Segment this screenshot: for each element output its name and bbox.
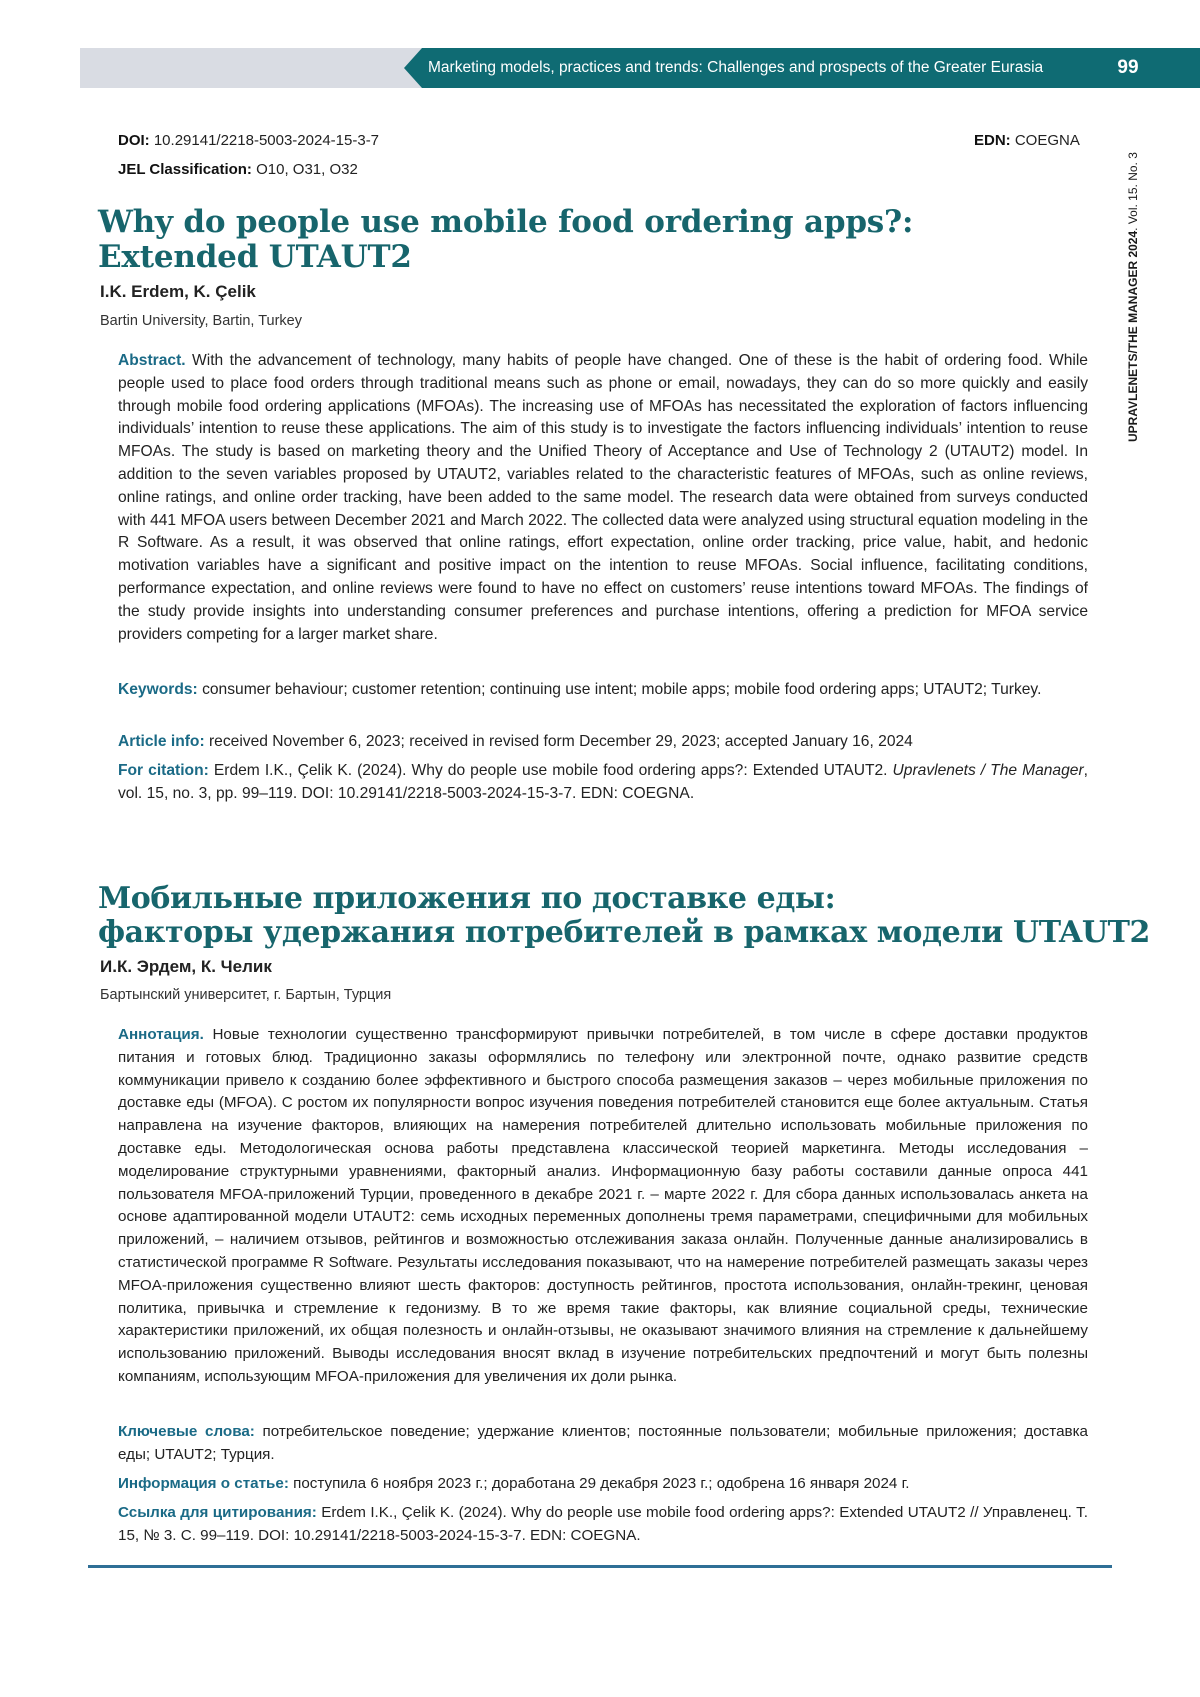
title-ru-line1: Мобильные приложения по доставке еды: <box>98 881 835 916</box>
abstract-en-text: With the advancement of technology, many habits of people have changed. One of these is the habit of ordering food. While people used to place food orders through traditional means such as phone or email, nowadays, they can do so more quickly and easily through mobile food ordering applications (MFOAs). The increasing use of MFOAs has necessitated the exploration of factors influencing individuals’ intention to reuse these applications. The aim of this study is to investigate the factors influencing individuals’ intention to reuse MFOAs. The study is based on marketing theory and the Unified Theory of Acceptance and Use of Technology 2 (UTAUT2) model. In addition to the seven variables proposed by UTAUT2, variables related to the characteristic features of MFOAs, such as online reviews, online ratings, and online order tracking, have been added to the same model. The research data were obtained from surveys conducted with 441 MFOA users between December 2021 and March 2022. The collected data were analyzed using structural equation modeling in the R Software. As a result, it was observed that online ratings, effort expectation, online order tracking, price value, habit, and hedonic motivation variables have a significant and positive impact on the intention to reuse MFOAs. Social influence, facilitating conditions, performance expectation, and online reviews were found to have no effect on customers’ reuse intentions toward MFOAs. The findings of the study provide insights into understanding consumer preferences and purchase intentions, offering a prediction for MFOA service providers competing for a larger market share. <box>118 352 1088 643</box>
citation-en-journal: Upravlenets / The Manager <box>893 762 1084 779</box>
article-info-en <box>118 731 1088 754</box>
citation-ru <box>118 1502 1088 1548</box>
keywords-ru <box>118 1421 1088 1467</box>
keywords-ru-label: Ключевые слова: <box>118 1423 255 1440</box>
title-en-line1: Why do people use mobile food ordering apps?: <box>98 204 913 240</box>
abstract-ru-label: Аннотация. <box>118 1026 204 1043</box>
article-info-ru <box>118 1473 1088 1496</box>
affiliation-en: Bartin University, Bartin, Turkey <box>100 313 302 329</box>
doi-line <box>118 132 379 149</box>
article-info-ru-label: Информация о статье: <box>118 1475 289 1492</box>
title-en-line2: Extended UTAUT2 <box>98 239 412 275</box>
title-ru-line2: факторы удержания потребителей в рамках модели UTAUT2 <box>98 915 1150 950</box>
citation-en-pre: Erdem I.K., Çelik K. (2024). Why do people use mobile food ordering apps?: Extended UTAUT2. <box>214 762 888 779</box>
keywords-en-label: Keywords: <box>118 681 198 698</box>
abstract-ru-text: Новые технологии существенно трансформируют привычки потребителей, в том числе в сфере доставки продуктов питания и готовых блюд. Традиционно заказы оформлялись по телефону или электронной почте, однако развитие средств коммуникации привело к созданию более эффективного и быстрого способа размещения заказов – через мобильные приложения по доставке еды (MFOA). С ростом их популярности вопрос изучения поведения потребителей становится еще более актуальным. Статья направлена на изучение факторов, влияющих на намерения потребителей длительно использовать мобильные приложения по доставке еды. Методологическая основа работы представлена классической теорией маркетинга. Методы исследования – моделирование структурными уравнениями, факторный анализ. Информационную базу работы составили данные опроса 441 пользователя MFOA-приложений Турции, проведенного в декабре 2021 г. – марте 2022 г. Для сбора данных использовалась анкета на основе адаптированной модели UTAUT2: семь исходных переменных дополнены тремя параметрами, специфичными для мобильных приложений, – наличием отзывов, рейтингов и возможностью отслеживания заказа онлайн. Полученные данные анализировались в статистической программе R Software. Результаты исследования показывают, что на намерение потребителей размещать заказы через MFOA-приложения существенно влияют шесть факторов: доступность рейтингов, простота использования, онлайн-трекинг, ценовая политика, привычка и стремление к гедонизму. В то же время такие факторы, как влияние социальной среды, технические характеристики приложений, их общая полезность и онлайн-отзывы, не оказывают значимого влияния на стремление к дальнейшему использованию приложений. Выводы исследования вносят вклад в изучение потребительских предпочтений и могут быть полезны компаниям, использующим MFOA-приложения для увеличения их доли рынка. <box>118 1026 1088 1385</box>
side-journal-name: UPRAVLENETS/THE MANAGER 2024 <box>1126 231 1140 442</box>
page-number: 99 <box>1100 48 1156 88</box>
journal-section-title: Marketing models, practices and trends: Challenges and prospects of the Greater Eurasia <box>428 48 1043 88</box>
side-journal-label <box>1122 122 1144 442</box>
edn-value: COEGNA <box>1015 132 1080 149</box>
jel-value: O10, O31, O32 <box>256 161 358 178</box>
article-info-en-text: received November 6, 2023; received in revised form December 29, 2023; accepted January 16, 2024 <box>209 733 913 750</box>
citation-ru-label: Ссылка для цитирования: <box>118 1504 317 1521</box>
abstract-en <box>118 350 1088 646</box>
doi-label: DOI: <box>118 132 150 149</box>
bottom-rule <box>88 1565 1112 1568</box>
edn-line <box>974 132 1080 149</box>
jel-label: JEL Classification: <box>118 161 252 178</box>
article-info-en-label: Article info: <box>118 733 205 750</box>
jel-line <box>118 161 358 178</box>
doi-value: 10.29141/2218-5003-2024-15-3-7 <box>154 132 379 149</box>
edn-label: EDN: <box>974 132 1011 149</box>
citation-en-label: For citation: <box>118 762 209 779</box>
authors-en: I.K. Erdem, K. Çelik <box>100 282 256 302</box>
abstract-en-label: Abstract. <box>118 352 186 369</box>
keywords-ru-text: потребительское поведение; удержание клиентов; постоянные пользователи; мобильные приложения; доставка еды; UTAUT2; Турция. <box>118 1423 1088 1463</box>
affiliation-ru: Бартынский университет, г. Бартын, Турция <box>100 987 391 1003</box>
citation-en-post: , vol. 15, no. 3, pp. 99–119. DOI: 10.29141/2218-5003-2024-15-3-7. EDN: COEGNA. <box>118 762 1088 802</box>
citation-ru-text: Erdem I.K., Çelik K. (2024). Why do people use mobile food ordering apps?: Extended UTAUT2 // Управленец. Т. 15, № 3. С. 99–119. DOI: 10.29141/2218-5003-2024-15-3-7. EDN: COEGNA. <box>118 1504 1088 1544</box>
article-title-ru <box>98 882 1150 950</box>
keywords-en <box>118 679 1088 702</box>
authors-ru: И.К. Эрдем, К. Челик <box>100 957 272 977</box>
side-volume-issue: . Vol. 15. No. 3 <box>1126 152 1140 231</box>
abstract-ru <box>118 1024 1088 1389</box>
article-title-en <box>98 205 913 275</box>
citation-en <box>118 760 1088 806</box>
article-info-ru-text: поступила 6 ноября 2023 г.; доработана 29 декабря 2023 г.; одобрена 16 января 2024 г. <box>293 1475 909 1492</box>
keywords-en-text: consumer behaviour; customer retention; continuing use intent; mobile apps; mobile food ordering apps; UTAUT2; Turkey. <box>202 681 1041 698</box>
